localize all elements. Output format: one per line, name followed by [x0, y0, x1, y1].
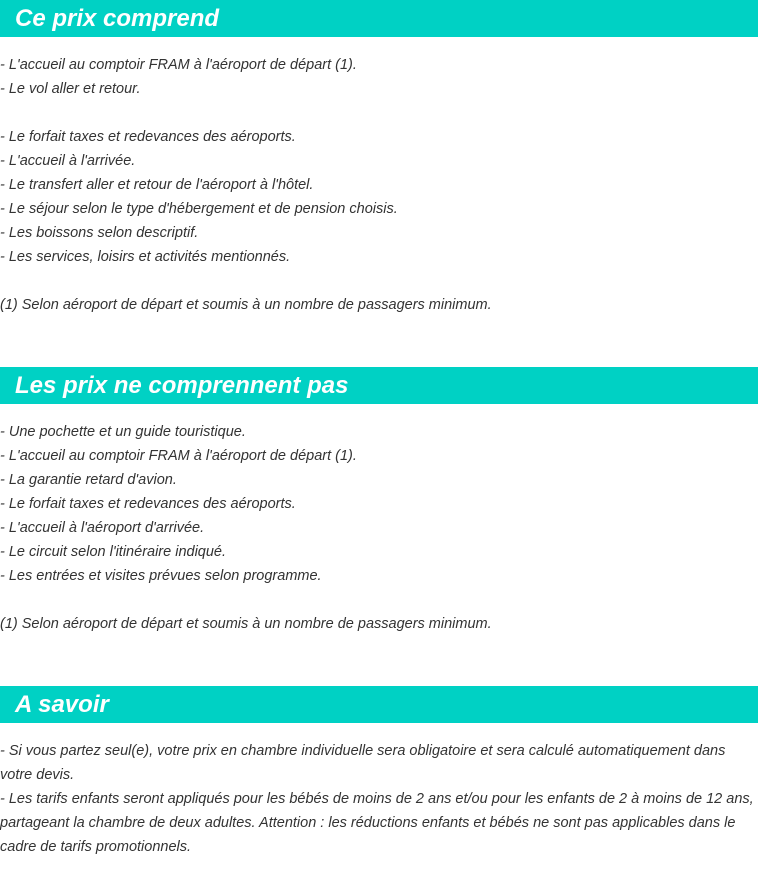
- list-item: - Une pochette et un guide touristique.: [0, 424, 246, 440]
- section-ce-prix-comprend: [0, 0, 758, 317]
- list-item: - Le séjour selon le type d'hébergement et de pension choisis.: [0, 201, 398, 217]
- section-body: [0, 404, 758, 636]
- list-item: - L'accueil au comptoir FRAM à l'aéroport de départ (1).: [0, 57, 357, 73]
- list-item: - Le forfait taxes et redevances des aéroports.: [0, 129, 296, 145]
- section-body: [0, 37, 758, 317]
- section-title: Les prix ne comprennent pas: [0, 367, 758, 404]
- list-item: - Les tarifs enfants seront appliqués pour les bébés de moins de 2 ans et/ou pour les enfants de 2 à moins de 12 ans, partageant la chambre de deux adultes. Attention : les réductions enfants et bébés ne sont pas applicables dans le cadre de tarifs promotionnels.: [0, 791, 754, 855]
- blank-line: [0, 269, 758, 293]
- list-item: - Le transfert aller et retour de l'aéroport à l'hôtel.: [0, 177, 314, 193]
- section-a-savoir: [0, 686, 758, 859]
- section-body: [0, 723, 758, 859]
- blank-line: [0, 588, 758, 612]
- list-item: - Les boissons selon descriptif.: [0, 225, 199, 241]
- section-title: Ce prix comprend: [0, 0, 758, 37]
- list-item: - La garantie retard d'avion.: [0, 472, 177, 488]
- list-item: - L'accueil à l'aéroport d'arrivée.: [0, 520, 205, 536]
- list-item: - L'accueil à l'arrivée.: [0, 153, 136, 169]
- list-item: - Si vous partez seul(e), votre prix en chambre individuelle sera obligatoire et sera calculé automatiquement dans votre devis.: [0, 743, 726, 783]
- footnote: (1) Selon aéroport de départ et soumis à un nombre de passagers minimum.: [0, 297, 492, 313]
- list-item: - L'accueil au comptoir FRAM à l'aéroport de départ (1).: [0, 448, 357, 464]
- list-item: - Les entrées et visites prévues selon programme.: [0, 568, 322, 584]
- section-les-prix-ne-comprennent-pas: [0, 367, 758, 636]
- blank-line: [0, 101, 758, 125]
- list-item: - Les services, loisirs et activités mentionnés.: [0, 249, 291, 265]
- section-title: A savoir: [0, 686, 758, 723]
- footnote: (1) Selon aéroport de départ et soumis à un nombre de passagers minimum.: [0, 616, 492, 632]
- list-item: - Le forfait taxes et redevances des aéroports.: [0, 496, 296, 512]
- list-item: - Le circuit selon l'itinéraire indiqué.: [0, 544, 227, 560]
- list-item: - Le vol aller et retour.: [0, 81, 141, 97]
